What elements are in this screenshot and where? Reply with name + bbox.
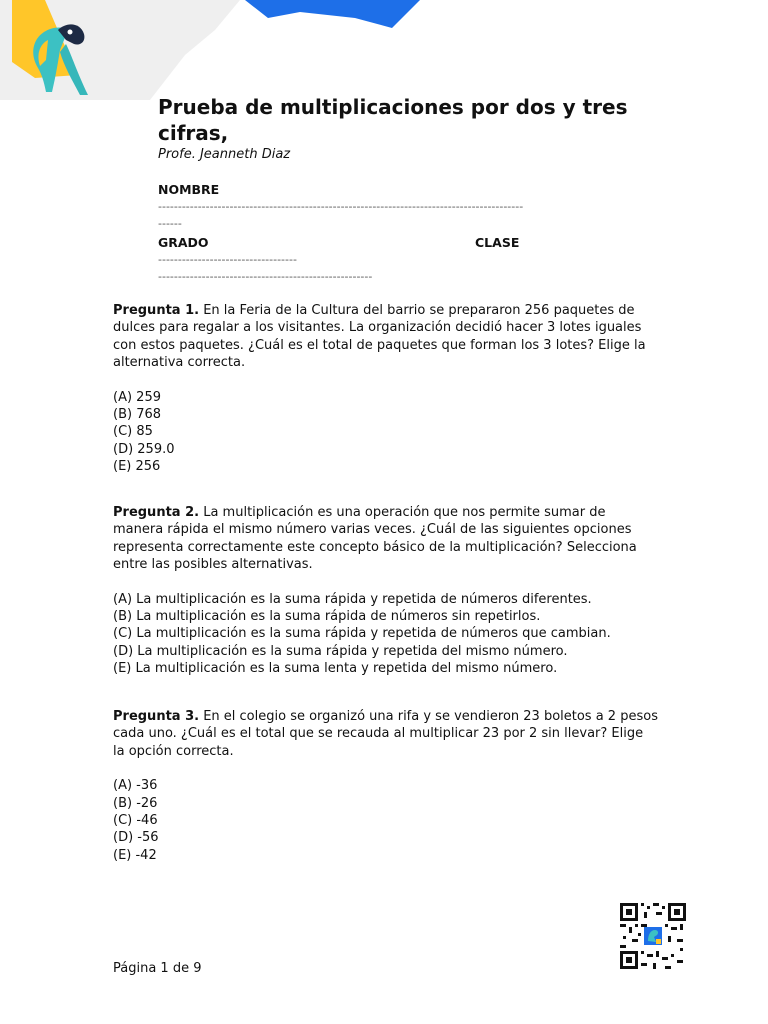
option-e: (E) La multiplicación es la suma lenta y repetida del mismo número. [113,661,558,677]
clase-line: ------------------------------------------------------ [158,270,373,283]
document-title: Prueba de multiplicaciones por dos y tres cifras, [158,95,628,145]
grado-line: ----------------------------------- [158,253,297,266]
grado-label: GRADO [158,235,209,250]
nombre-line-continued: ------ [158,217,182,230]
header-decoration [0,0,460,100]
question-text [113,504,658,574]
option-c: (C) -46 [113,813,158,829]
option-b: (B) 768 [113,407,162,423]
option-e: (E) -42 [113,847,157,863]
option-a: (A) La multiplicación es la suma rápida y repetida de números diferentes. [113,591,592,607]
answer-options [113,777,658,864]
option-e: (E) 256 [113,459,161,475]
question-number: Pregunta 2. [113,505,200,520]
question-3 [113,708,658,864]
question-body: La multiplicación es una operación que nos permite sumar de manera rápida el mismo número varias veces. ¿Cuál de las siguientes opciones representa correctamente este concepto básico de la multiplicación? Selecciona entre las posibles alternativas. [113,505,637,573]
page-number: Página 1 de 9 [113,961,202,976]
clase-label: CLASE [475,235,520,250]
nombre-label: NOMBRE [158,182,220,197]
question-body: En el colegio se organizó una rifa y se vendieron 23 boletos a 2 pesos cada uno. ¿Cuál es el total que se recauda al multiplicar 23 por 2 sin llevar? Elige la opción correcta. [113,709,658,759]
question-number: Pregunta 3. [113,709,200,724]
question-2 [113,504,658,678]
question-number: Pregunta 1. [113,303,200,318]
option-a: (A) -36 [113,778,158,794]
option-b: (B) La multiplicación es la suma rápida de números sin repetirlos. [113,609,541,625]
nombre-line: -------------------------------------------------------------------------------------------- [158,200,524,213]
question-1 [113,302,658,476]
qr-code-icon [620,903,686,969]
answer-options [113,389,658,476]
option-a: (A) 259 [113,389,161,405]
answer-options [113,591,658,678]
teacher-name: Profe. Jeanneth Diaz [158,147,291,162]
option-d: (D) La multiplicación es la suma rápida y repetida del mismo número. [113,643,568,659]
question-text [113,302,658,372]
option-d: (D) 259.0 [113,441,175,457]
question-text [113,708,658,760]
qr-logo [644,927,662,945]
document-header [158,94,658,164]
option-c: (C) La multiplicación es la suma rápida y repetida de números que cambian. [113,626,611,642]
question-body: En la Feria de la Cultura del barrio se prepararon 256 paquetes de dulces para regalar a los visitantes. La organización decidió hacer 3 lotes iguales con estos paquetes. ¿Cuál es el total de paquetes que forman los 3 lotes? Elige la alternativa correcta. [113,303,646,371]
option-c: (C) 85 [113,424,153,440]
option-b: (B) -26 [113,795,158,811]
option-d: (D) -56 [113,830,159,846]
